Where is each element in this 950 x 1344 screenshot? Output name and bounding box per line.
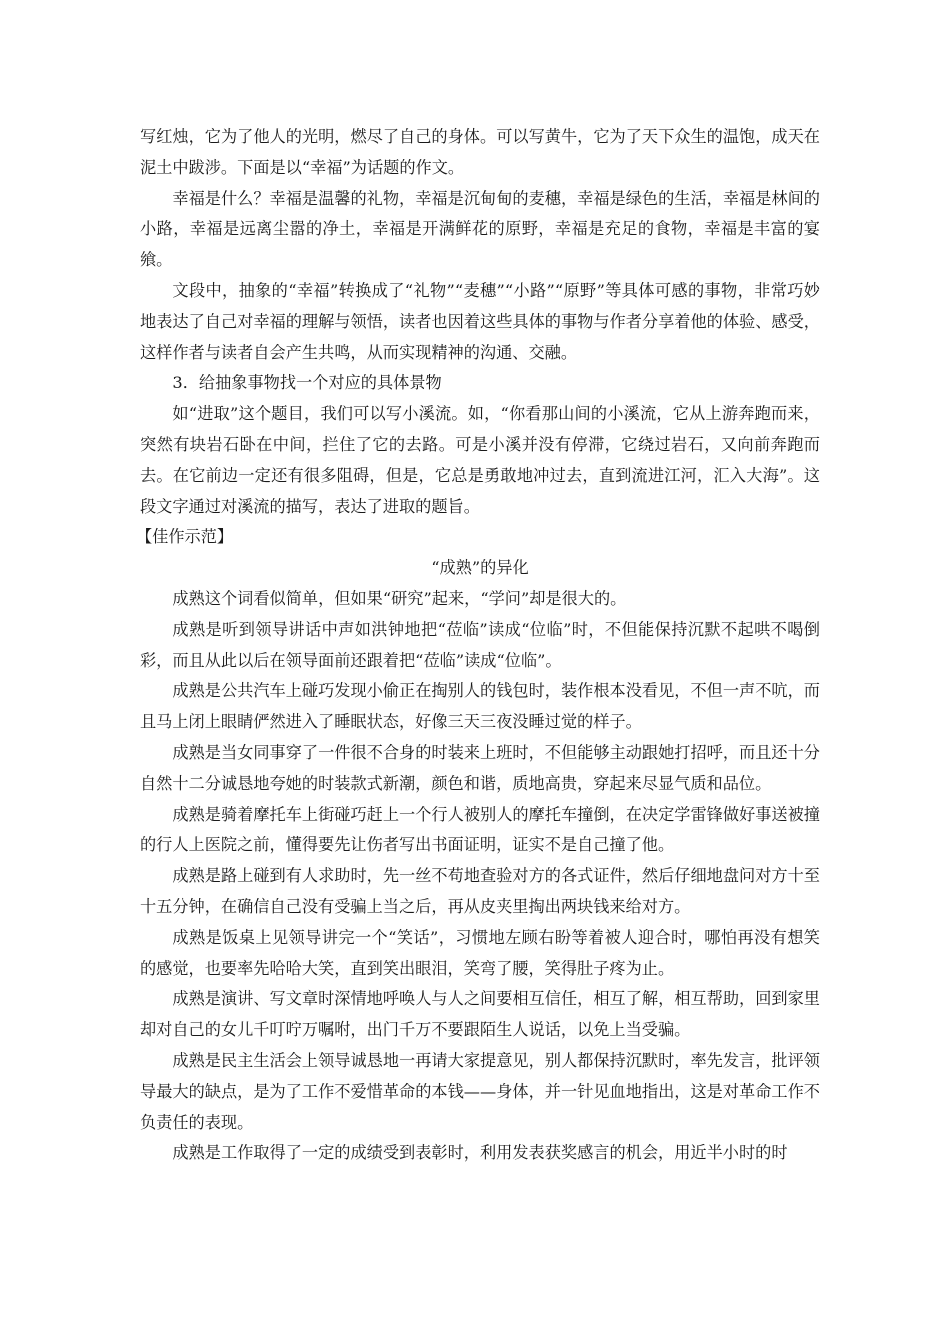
section-heading-model-essay: 【佳作示范】: [136, 527, 234, 547]
essay-paragraph: 成熟这个词看似简单，但如果“研究”起来，“学问”却是很大的。: [172, 588, 627, 608]
essay-paragraph: 成熟是民主生活会上领导诚恳地一再请大家提意见，别人都保持沉默时，率先发言，批评领导最大的缺点，是为了工作不爱惜革命的本钱——身体，并一针见血地指出，这是对革命工作不负责任的表现。: [140, 1050, 820, 1132]
section-heading-3: 3．给抽象事物找一个对应的具体景物: [172, 373, 442, 393]
essay-paragraph: 成熟是骑着摩托车上街碰巧赶上一个行人被别人的摩托车撞倒，在决定学雷锋做好事送被撞的行人上医院之前，懂得要先让伤者写出书面证明，证实不是自己撞了他。: [140, 804, 820, 855]
essay-paragraph: 成熟是工作取得了一定的成绩受到表彰时，利用发表获奖感言的机会，用近半小时的时: [172, 1143, 788, 1163]
essay-paragraph: 成熟是听到领导讲话中声如洪钟地把“莅临”读成“位临”时，不但能保持沉默不起哄不喝倒彩，而且从此以后在领导面前还跟着把“莅临”读成“位临”。: [140, 619, 820, 670]
essay-paragraph: 成熟是当女同事穿了一件很不合身的时装来上班时，不但能够主动跟她打招呼，而且还十分自然十二分诚恳地夸她的时装款式新潮，颜色和谐，质地高贵，穿起来尽显气质和品位。: [140, 742, 820, 793]
essay-paragraph: 成熟是公共汽车上碰巧发现小偷正在掏别人的钱包时，装作根本没看见，不但一声不吭，而且马上闭上眼睛俨然进入了睡眠状态，好像三天三夜没睡过觉的样子。: [140, 681, 820, 732]
essay-title: “成熟”的异化: [431, 558, 529, 578]
essay-paragraph: 成熟是饭桌上见领导讲完一个“笑话”，习惯地左顾右盼等着被人迎合时，哪怕再没有想笑的感觉，也要率先哈哈大笑，直到笑出眼泪，笑弯了腰，笑得肚子疼为止。: [140, 927, 820, 978]
paragraph-intro-continued: 写红烛，它为了他人的光明，燃尽了自己的身体。可以写黄牛，它为了天下众生的温饱，成天在泥土中跋涉。下面是以“幸福”为话题的作文。: [140, 127, 820, 177]
paragraph-analysis: 文段中，抽象的“幸福”转换成了“礼物”“麦穗”“小路”“原野”等具体可感的事物，非常巧妙地表达了自己对幸福的理解与领悟，读者也因着这些具体的事物与作者分享着他的体验、感受，这样作者与读者自会产生共鸣，从而实现精神的沟通、交融。: [140, 280, 820, 362]
document-page: [136, 122, 820, 1169]
essay-paragraph: 成熟是演讲、写文章时深情地呼唤人与人之间要相互信任，相互了解，相互帮助，回到家里却对自己的女儿千叮咛万嘱咐，出门千万不要跟陌生人说话，以免上当受骗。: [140, 989, 820, 1040]
paragraph-happiness-example: 幸福是什么？幸福是温馨的礼物，幸福是沉甸甸的麦穗，幸福是绿色的生活，幸福是林间的小路，幸福是远离尘嚣的净土，幸福是开满鲜花的原野，幸福是充足的食物，幸福是丰富的宴飨。: [140, 188, 820, 270]
paragraph-progress-example: 如“进取”这个题目，我们可以写小溪流。如，“你看那山间的小溪流，它从上游奔跑而来，突然有块岩石卧在中间，拦住了它的去路。可是小溪并没有停滞，它绕过岩石，又向前奔跑而去。在它前边一定还有很多阻碍，但是，它总是勇敢地冲过去，直到流进江河，汇入大海”。这段文字通过对溪流的描写，表达了进取的题旨。: [140, 404, 820, 516]
essay-paragraph: 成熟是路上碰到有人求助时，先一丝不苟地查验对方的各式证件，然后仔细地盘问对方十至十五分钟，在确信自己没有受骗上当之后，再从皮夹里掏出两块钱来给对方。: [140, 866, 820, 916]
